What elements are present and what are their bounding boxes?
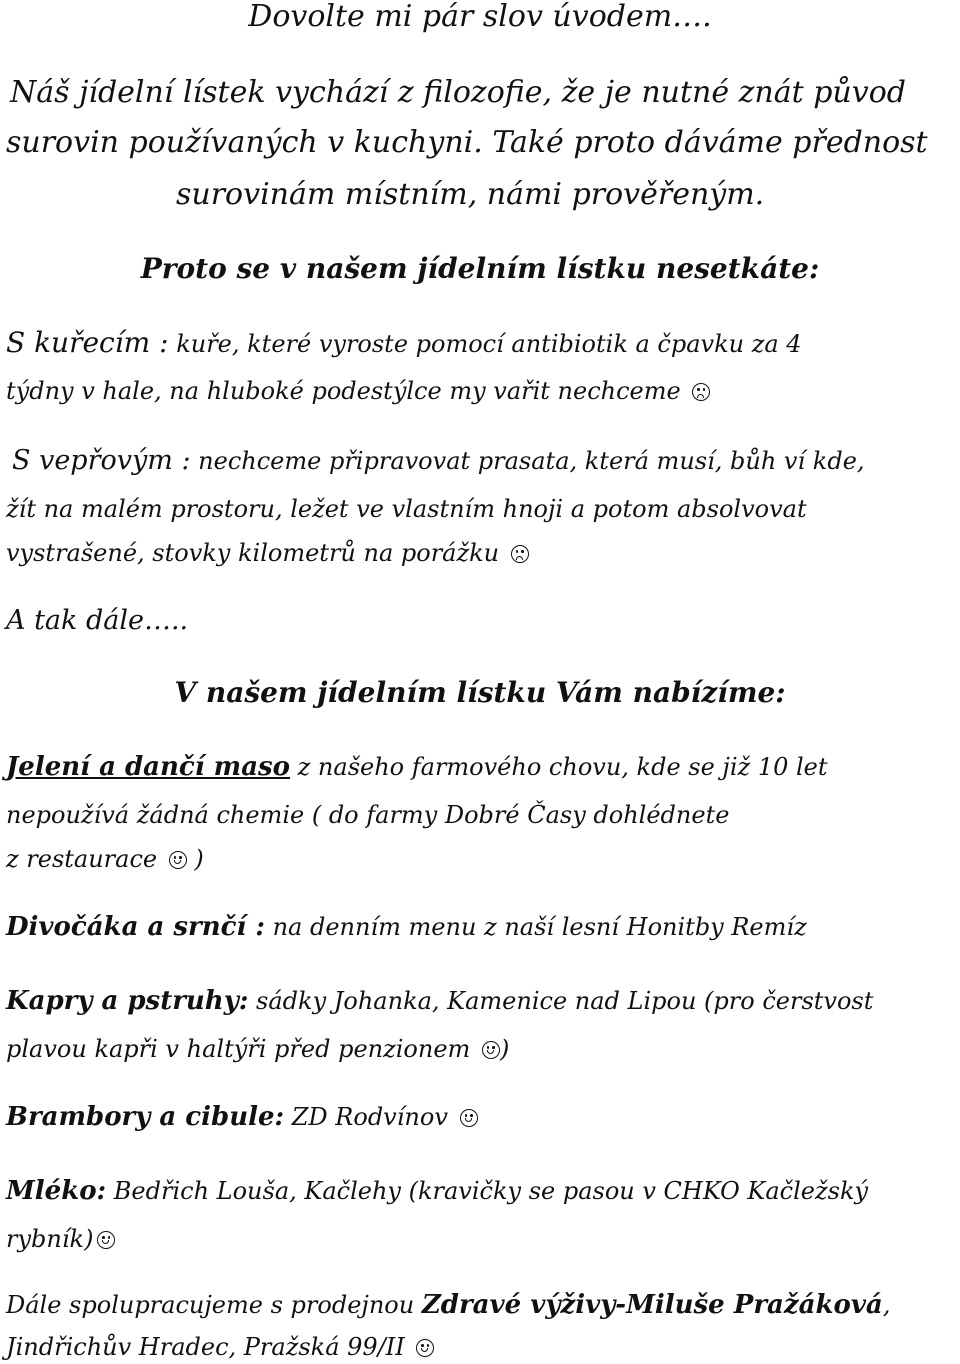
chicken-label: S kuřecím : bbox=[6, 326, 169, 359]
boar-text-1: na denním menu z naší lesní Honitby Remíz bbox=[264, 913, 807, 941]
intro-line-3: surovinám místním, námi prověřeným. bbox=[176, 177, 765, 212]
potatoes-label: Brambory a cibule: bbox=[6, 1102, 285, 1132]
footer-prefix: Dále spolupracujeme s prodejnou bbox=[6, 1291, 422, 1319]
not-here-heading: Proto se v našem jídelním lístku nesetkáte: bbox=[140, 252, 820, 285]
carp-paragraph-2 bbox=[6, 1032, 956, 1066]
smiley-face-icon bbox=[416, 1339, 434, 1357]
smiley-face-icon bbox=[97, 1231, 115, 1249]
intro-line-2: surovin používaných v kuchyni. Také proto dáváme přednost bbox=[6, 125, 928, 160]
smiley-face-icon bbox=[460, 1109, 478, 1127]
milk-label: Mléko: bbox=[6, 1176, 107, 1206]
potatoes-paragraph bbox=[6, 1100, 956, 1134]
chicken-paragraph bbox=[6, 326, 956, 361]
boar-paragraph bbox=[6, 910, 956, 944]
footer-paragraph bbox=[6, 1288, 956, 1322]
venison-label: Jelení a dančí maso bbox=[6, 752, 291, 782]
sad-face-icon bbox=[511, 545, 529, 563]
pork-paragraph bbox=[12, 444, 956, 478]
venison-paragraph-2: nepoužívá žádná chemie ( do farmy Dobré Časy dohlédnete bbox=[6, 801, 730, 829]
potatoes-text-1: ZD Rodvínov bbox=[284, 1103, 448, 1131]
chicken-text-2: týdny v hale, na hluboké podestýlce my vařit nechceme bbox=[6, 377, 681, 405]
pork-text-1: nechceme připravovat prasata, která musí, bůh ví kde, bbox=[190, 447, 865, 475]
page-title: Dovolte mi pár slov úvodem…. bbox=[248, 0, 712, 34]
carp-text-1: sádky Johanka, Kamenice nad Lipou (pro čerstvost bbox=[248, 987, 874, 1015]
carp-text-2b: ) bbox=[499, 1035, 510, 1063]
smiley-face-icon bbox=[169, 851, 187, 869]
venison-paragraph-3 bbox=[6, 842, 956, 876]
venison-text-3a: z restaurace bbox=[6, 845, 158, 873]
venison-paragraph bbox=[6, 750, 956, 784]
pork-paragraph-2: žít na malém prostoru, ležet ve vlastním hnoji a potom absolvovat bbox=[6, 495, 807, 523]
footer-text-2: Jindřichův Hradec, Pražská 99/II bbox=[6, 1333, 405, 1361]
and-so-on: A tak dále….. bbox=[6, 605, 189, 636]
carp-text-2a: plavou kapři v haltýři před penzionem bbox=[6, 1035, 471, 1063]
milk-paragraph-2 bbox=[6, 1222, 956, 1256]
footer-shop: Zdravé výživy-Miluše Pražáková bbox=[421, 1290, 883, 1320]
footer-suffix: , bbox=[882, 1291, 891, 1319]
pork-label: S vepřovým : bbox=[12, 445, 191, 476]
chicken-paragraph-2 bbox=[6, 374, 956, 408]
milk-paragraph bbox=[6, 1174, 956, 1208]
footer-paragraph-2 bbox=[6, 1330, 956, 1364]
venison-text-1: z našeho farmového chovu, kde se již 10 let bbox=[290, 753, 828, 781]
chicken-text-1: kuře, které vyroste pomocí antibiotik a čpavku za 4 bbox=[168, 330, 802, 358]
boar-label: Divočáka a srnčí : bbox=[6, 912, 265, 942]
venison-text-3b: ) bbox=[186, 845, 204, 873]
milk-text-2: rybník) bbox=[6, 1225, 94, 1253]
offer-heading: V našem jídelním lístku Vám nabízíme: bbox=[174, 676, 786, 709]
carp-label: Kapry a pstruhy: bbox=[6, 986, 249, 1016]
smiley-face-icon bbox=[482, 1041, 500, 1059]
pork-text-3: vystrašené, stovky kilometrů na porážku bbox=[6, 539, 500, 567]
carp-paragraph bbox=[6, 984, 956, 1018]
intro-line-1: Náš jídelní lístek vychází z filozofie, že je nutné znát původ bbox=[10, 75, 906, 110]
sad-face-icon bbox=[692, 383, 710, 401]
pork-paragraph-3 bbox=[6, 536, 956, 570]
milk-text-1: Bedřich Louša, Kačlehy (kravičky se pasou v CHKO Kačležský bbox=[106, 1177, 869, 1205]
